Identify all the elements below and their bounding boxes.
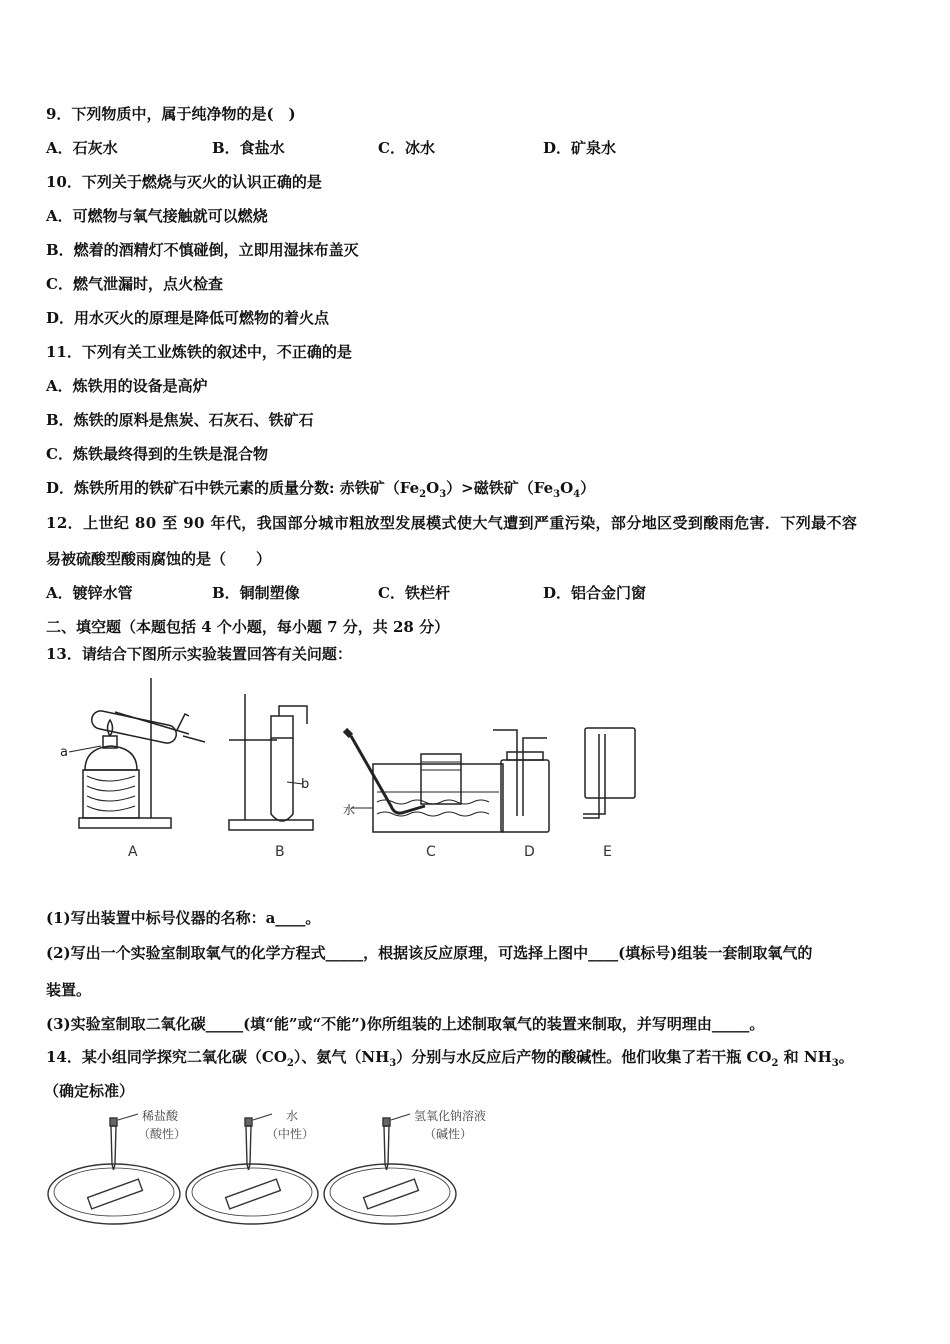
q13-part2-line2: 装置。 [46, 981, 92, 999]
q9-option-a: A．石灰水 [46, 139, 118, 157]
q9-stem: 9．下列物质中，属于纯净物的是( ) [46, 105, 296, 123]
q12-option-a: A．镀锌水管 [46, 584, 133, 602]
q10-option-d: D．用水灭火的原理是降低可燃物的着火点 [46, 309, 330, 327]
q9-option-b: B．食盐水 [212, 139, 285, 157]
ph-test-figure [46, 1106, 526, 1230]
q12-option-d: D．铝合金门窗 [543, 584, 647, 602]
q12-stem-line1: 12．上世纪 80 至 90 年代，我国部分城市粗放型发展模式使大气遭到严重污染，部分地区受到酸雨危害．下列最不容 [46, 514, 858, 532]
dish3-label: 氢氧化钠溶液 [414, 1109, 487, 1123]
label-c: C [426, 844, 436, 860]
q9-option-d: D．矿泉水 [543, 139, 617, 157]
q13-part1: (1)写出装置中标号仪器的名称：a____。 [46, 909, 321, 927]
section-heading: 二、填空题（本题包括 4 个小题，每小题 7 分，共 28 分） [46, 618, 450, 636]
apparatus-e [583, 728, 635, 818]
dish2-note: （中性） [266, 1127, 315, 1141]
q11-option-c: C．炼铁最终得到的生铁是混合物 [46, 445, 268, 463]
q14-stem: 14．某小组同学探究二氧化碳$(CO_2)$、氨气$(NH_3)$分别与水反应后产物的酸碱性。他们收集了若干瓶 $CO_2$ 和 $NH_3$。 [46, 1048, 854, 1069]
q10-stem: 10．下列关于燃烧与灭火的认识正确的是 [46, 173, 322, 191]
q10-option-b: B．燃着的酒精灯不慎碰倒，立即用湿抹布盖灭 [46, 241, 359, 259]
q13-part3: (3)实验室制取二氧化碳_____(填“能”或“不能”)你所组装的上述制取氧气的装置来制取，并写明理由_____。 [46, 1015, 765, 1033]
water-label: 水 [343, 803, 356, 817]
q11-stem: 11．下列有关工业炼铁的叙述中，不正确的是 [46, 343, 352, 361]
mark-b-label: b [301, 777, 310, 792]
label-b: B [275, 844, 285, 860]
dish1-note: （酸性） [138, 1127, 187, 1141]
dish1-label: 稀盐酸 [142, 1109, 179, 1123]
q9-option-c: C．冰水 [378, 139, 435, 157]
q12-option-b: B．铜制塑像 [212, 584, 300, 602]
q11-option-a: A．炼铁用的设备是高炉 [46, 377, 208, 395]
apparatus-d [493, 730, 549, 832]
dish2-label: 水 [286, 1109, 299, 1123]
apparatus-c [345, 730, 503, 832]
q14-subtitle: （确定标准） [44, 1082, 135, 1100]
q13-part2-line1: (2)写出一个实验室制取氧气的化学方程式_____，根据该反应原理，可选择上图中____(填标号)组装一套制取氧气的 [46, 944, 813, 962]
dish3-note: （碱性） [424, 1127, 473, 1141]
q13-stem: 13．请结合下图所示实验装置回答有关问题： [46, 645, 352, 663]
lab-apparatus-figure [55, 672, 655, 868]
apparatus-a [69, 678, 205, 828]
q11-option-d: D．炼铁所用的铁矿石中铁元素的质量分数: 赤铁矿$(Fe_2O_3)>$磁铁矿$(Fe_3O_4)$ [46, 479, 596, 500]
mark-a-label: a [60, 745, 68, 760]
q10-option-c: C．燃气泄漏时，点火检查 [46, 275, 223, 293]
label-a: A [128, 844, 138, 860]
label-e: E [603, 844, 612, 860]
apparatus-b [229, 694, 313, 830]
q11-option-b: B．炼铁的原料是焦炭、石灰石、铁矿石 [46, 411, 314, 429]
q12-option-c: C．铁栏杆 [378, 584, 450, 602]
label-d: D [524, 844, 535, 860]
q12-stem-line2: 易被硫酸型酸雨腐蚀的是（ ） [46, 550, 272, 568]
q10-option-a: A．可燃物与氧气接触就可以燃烧 [46, 207, 268, 225]
